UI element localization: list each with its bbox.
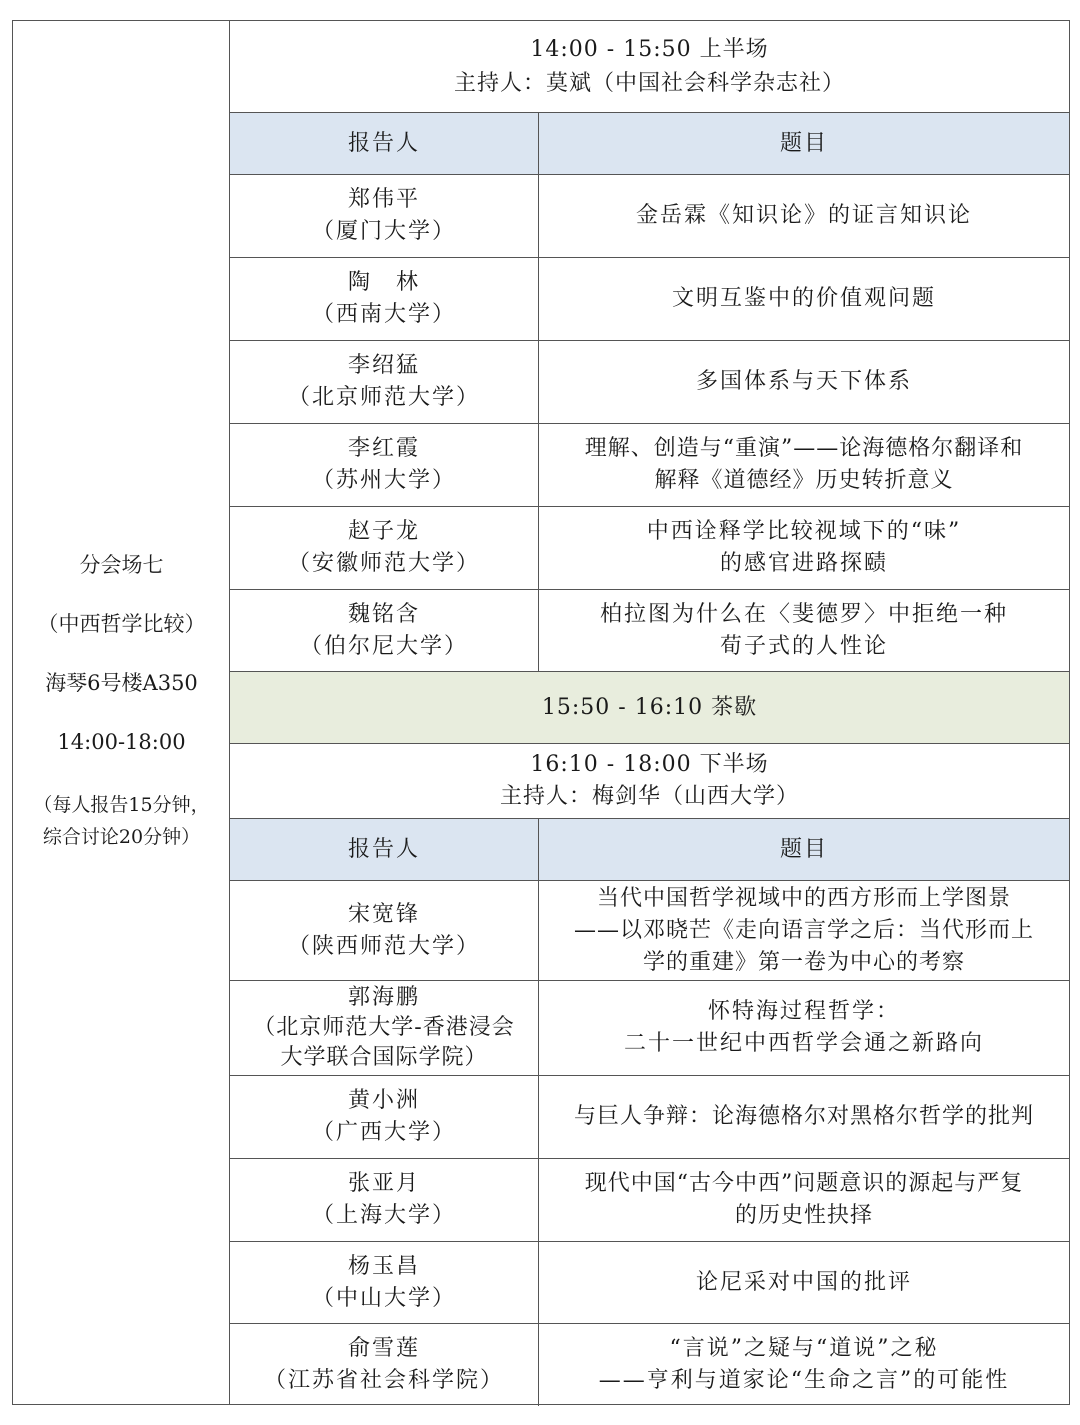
talk-row bbox=[230, 981, 1069, 1076]
session2-host: 主持人：梅剑华（山西大学） bbox=[499, 784, 799, 809]
session2-column-header bbox=[230, 819, 1069, 881]
title-column-label: 题目 bbox=[779, 130, 828, 156]
speaker-affiliation: （厦门大学） bbox=[311, 219, 456, 244]
talk-title: 与巨人争辩：论海德格尔对黑格尔哲学的批判 bbox=[573, 1104, 1034, 1129]
venue-note-line1: （每人报告15分钟， bbox=[33, 794, 210, 816]
speaker-affiliation: （伯尔尼大学） bbox=[299, 633, 468, 659]
speaker-affiliation: （中山大学） bbox=[311, 1285, 456, 1311]
venue-time: 14:00-18:00 bbox=[57, 730, 186, 754]
talk-row bbox=[230, 175, 1069, 258]
talk-title-line2: ——亨利与道家论“生命之言”的可能性 bbox=[598, 1368, 1010, 1393]
program-column bbox=[230, 21, 1069, 1404]
speaker-name: 陶 林 bbox=[347, 270, 420, 295]
speaker-column-label: 报告人 bbox=[347, 130, 420, 156]
speaker-name: 张亚月 bbox=[347, 1171, 420, 1196]
venue-name: 分会场七 bbox=[79, 553, 164, 577]
venue-info bbox=[13, 553, 230, 853]
speaker-name: 魏铭含 bbox=[347, 601, 420, 627]
speaker-affiliation: （西南大学） bbox=[311, 302, 456, 327]
schedule-table bbox=[12, 20, 1070, 1405]
speaker-name: 李红霞 bbox=[347, 436, 420, 461]
session1-header bbox=[230, 21, 1069, 113]
session1-column-header bbox=[230, 113, 1069, 175]
talk-title-line2: 荀子式的人性论 bbox=[719, 633, 888, 659]
talk-title-line2: 的历史性抉择 bbox=[734, 1203, 873, 1228]
speaker-affiliation-line2: 大学联合国际学院） bbox=[280, 1045, 488, 1070]
talk-title-line2: 二十一世纪中西哲学会通之新路向 bbox=[623, 1031, 984, 1056]
talk-row bbox=[230, 1159, 1069, 1242]
speaker-name: 俞雪莲 bbox=[347, 1336, 420, 1361]
talk-title-line1: 柏拉图为什么在〈斐德罗〉中拒绝一种 bbox=[599, 601, 1008, 627]
session1-time: 14:00 - 15:50 上半场 bbox=[530, 36, 769, 62]
speaker-name: 杨玉昌 bbox=[347, 1253, 420, 1279]
venue-note-line2: 综合讨论20分钟） bbox=[42, 826, 201, 848]
speaker-name: 黄小洲 bbox=[347, 1088, 420, 1113]
session2-time: 16:10 - 18:00 下半场 bbox=[530, 752, 769, 777]
tea-break-row bbox=[230, 672, 1069, 744]
talk-title-line1: 现代中国“古今中西”问题意识的源起与严复 bbox=[584, 1171, 1024, 1196]
talk-title-line1: “言说”之疑与“道说”之秘 bbox=[669, 1336, 939, 1361]
session1-host: 主持人：莫斌（中国社会科学杂志社） bbox=[453, 70, 845, 96]
talk-title: 金岳霖《知识论》的证言知识论 bbox=[635, 203, 972, 228]
speaker-affiliation: （江苏省社会科学院） bbox=[263, 1368, 504, 1393]
talk-title-line1: 怀特海过程哲学： bbox=[707, 999, 900, 1024]
speaker-name: 郭海鹏 bbox=[347, 985, 420, 1010]
speaker-column-label: 报告人 bbox=[347, 836, 420, 862]
session2-header bbox=[230, 744, 1069, 819]
speaker-affiliation: （北京师范大学） bbox=[287, 385, 480, 410]
speaker-name: 李绍猛 bbox=[347, 353, 420, 378]
speaker-name: 赵子龙 bbox=[347, 519, 420, 544]
speaker-affiliation: （上海大学） bbox=[311, 1203, 456, 1228]
venue-room: 海琴6号楼A350 bbox=[45, 671, 198, 695]
speaker-name: 宋宽锋 bbox=[347, 901, 420, 927]
speaker-affiliation-line1: （北京师范大学-香港浸会 bbox=[253, 1015, 515, 1040]
talk-title-line3: 学的重建》第一卷为中心的考察 bbox=[642, 949, 965, 975]
speaker-name: 郑伟平 bbox=[347, 187, 420, 212]
talk-row bbox=[230, 590, 1069, 672]
talk-title-line2: ——以邓晓芒《走向语言学之后：当代形而上 bbox=[573, 917, 1034, 943]
talk-row bbox=[230, 881, 1069, 981]
venue-topic: （中西哲学比较） bbox=[37, 612, 206, 636]
talk-title: 论尼采对中国的批评 bbox=[695, 1269, 912, 1295]
talk-title-line2: 解释《道德经》历史转折意义 bbox=[654, 468, 954, 493]
talk-title: 多国体系与天下体系 bbox=[695, 369, 912, 394]
talk-row bbox=[230, 507, 1069, 590]
talk-row bbox=[230, 1076, 1069, 1159]
talk-row bbox=[230, 258, 1069, 341]
title-column-label: 题目 bbox=[779, 836, 828, 862]
talk-title-line1: 当代中国哲学视域中的西方形而上学图景 bbox=[596, 885, 1011, 911]
speaker-affiliation: （广西大学） bbox=[311, 1120, 456, 1145]
talk-title-line1: 中西诠释学比较视域下的“味” bbox=[646, 519, 962, 544]
talk-row bbox=[230, 1324, 1069, 1406]
talk-title-line2: 的感官进路探赜 bbox=[719, 551, 888, 576]
speaker-affiliation: （苏州大学） bbox=[311, 468, 456, 493]
speaker-affiliation: （陕西师范大学） bbox=[287, 933, 480, 959]
venue-column bbox=[13, 21, 230, 1404]
tea-break-label: 15:50 - 16:10 茶歇 bbox=[541, 694, 758, 720]
talk-row bbox=[230, 341, 1069, 424]
talk-row bbox=[230, 1242, 1069, 1324]
talk-row bbox=[230, 424, 1069, 507]
speaker-affiliation: （安徽师范大学） bbox=[287, 551, 480, 576]
talk-title: 文明互鉴中的价值观问题 bbox=[671, 286, 936, 311]
talk-title-line1: 理解、创造与“重演”——论海德格尔翻译和 bbox=[584, 436, 1024, 461]
